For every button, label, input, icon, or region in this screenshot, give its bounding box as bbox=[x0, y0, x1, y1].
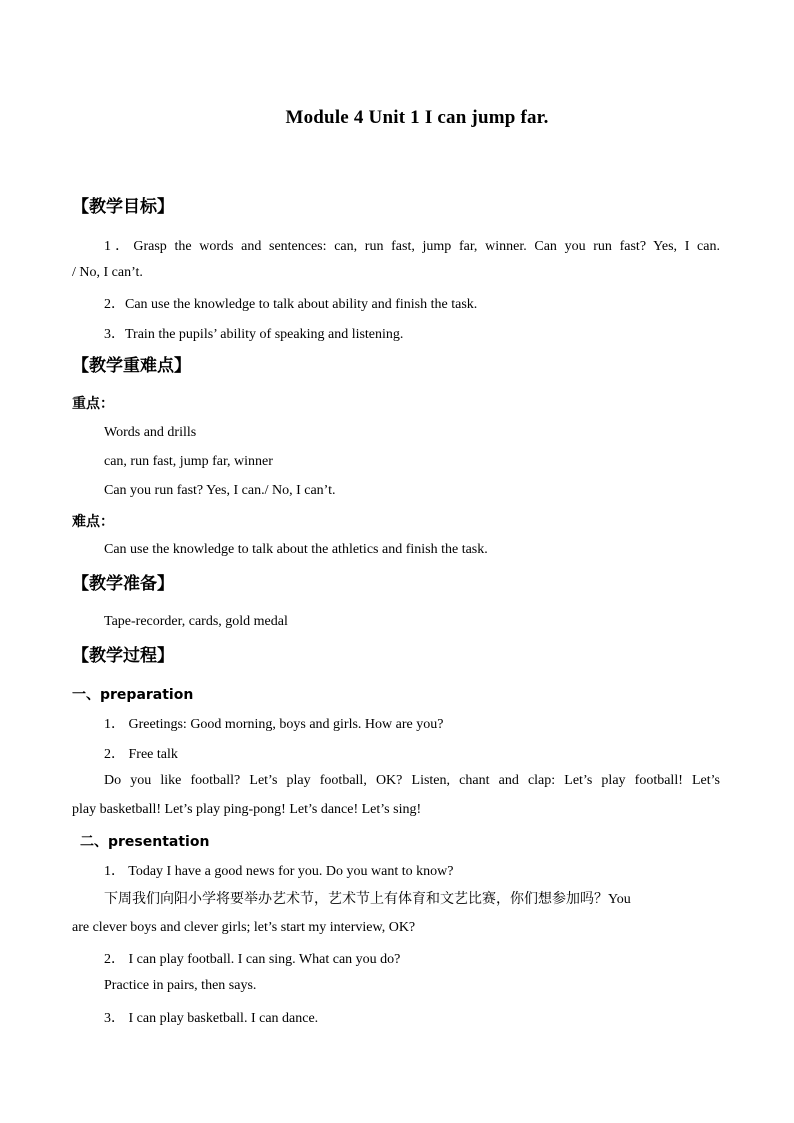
section-heading-process: 【教学过程】 bbox=[72, 646, 174, 666]
objective-item-2: 2．Can use the knowledge to talk about ability and finish the task. bbox=[104, 297, 478, 312]
process-part1-item-2: 2． Free talk bbox=[104, 747, 178, 762]
section-heading-key-points: 【教学重难点】 bbox=[72, 356, 191, 376]
key-point-item-1: Words and drills bbox=[104, 425, 197, 440]
process-part1-item-3-cont: play basketball! Let’s play ping-pong! Let’s dance! Let’s sing! bbox=[72, 802, 422, 817]
objective-item-1-cont: / No, I can’t. bbox=[72, 265, 143, 280]
process-part2-cjk-tail: You bbox=[608, 892, 631, 907]
process-part1-label: 一、preparation bbox=[72, 687, 194, 703]
page-title: Module 4 Unit 1 I can jump far. bbox=[285, 107, 549, 128]
section-heading-preparation: 【教学准备】 bbox=[72, 574, 174, 594]
section-heading-objectives: 【教学目标】 bbox=[72, 197, 174, 217]
process-part1-item-1: 1． Greetings: Good morning, boys and girls. How are you? bbox=[104, 717, 444, 732]
objective-item-1: 1．Grasp the words and sentences: can, run fast, jump far, winner. Can you run fast? Yes, I can. bbox=[104, 239, 720, 254]
key-point-item-3: Can you run fast? Yes, I can./ No, I can’t. bbox=[104, 483, 336, 498]
process-part2-item-1: 1． Today I have a good news for you. Do you want to know? bbox=[104, 864, 454, 879]
difficult-points-label: 难点： bbox=[72, 514, 114, 530]
objective-item-3: 3．Train the pupils’ ability of speaking and listening. bbox=[104, 327, 404, 342]
preparation-item-1: Tape-recorder, cards, gold medal bbox=[104, 614, 288, 629]
key-points-label: 重点： bbox=[72, 396, 114, 412]
process-part2-item-2: 2． I can play football. I can sing. What can you do? bbox=[104, 952, 401, 967]
process-part2-cjk-text: 下周我们向阳小学将要举办艺术节，艺术节上有体育和文艺比赛，你们想参加吗？ bbox=[104, 891, 608, 907]
process-part2-item-3: Practice in pairs, then says. bbox=[104, 978, 257, 993]
difficult-point-item-1: Can use the knowledge to talk about the athletics and finish the task. bbox=[104, 542, 488, 557]
key-point-item-2: can, run fast, jump far, winner bbox=[104, 454, 273, 469]
process-part2-item-1-cont: are clever boys and clever girls; let’s start my interview, OK? bbox=[72, 920, 416, 935]
process-part1-item-3: Do you like football? Let’s play football, OK? Listen, chant and clap: Let’s play football! Let’s bbox=[104, 773, 720, 788]
process-part2-cjk-line bbox=[104, 888, 631, 908]
process-part2-label: 二、presentation bbox=[80, 834, 210, 850]
process-part2-item-4: 3． I can play basketball. I can dance. bbox=[104, 1011, 319, 1026]
